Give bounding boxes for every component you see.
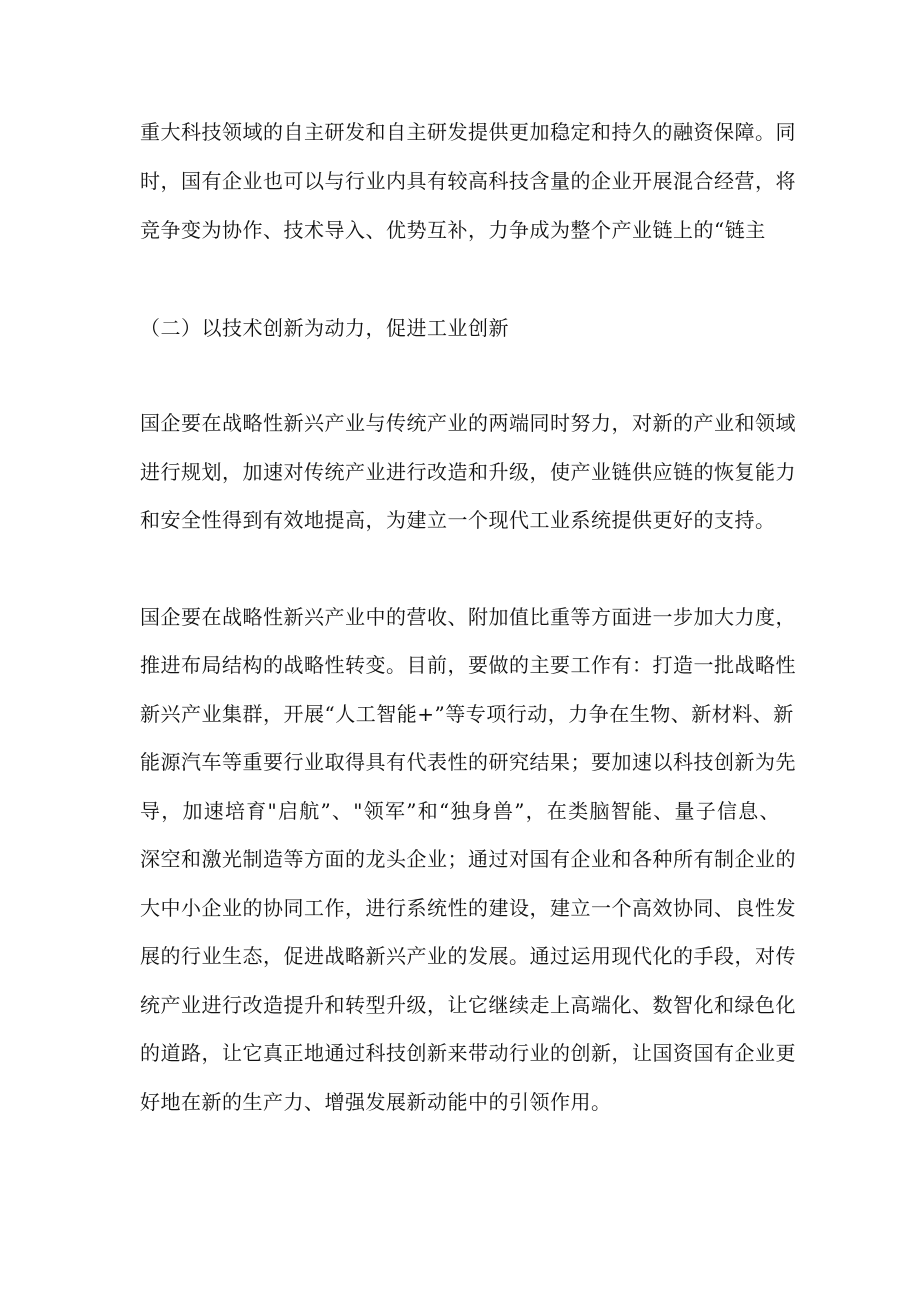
paragraph-line: 竞争变为协作、技术导入、优势互补，力争成为整个产业链上的“链主: [140, 218, 766, 242]
paragraph-line: 展的行业生态，促进战略新兴产业的发展。通过运用现代化的手段，对传: [140, 944, 796, 968]
paragraph-line: 导，加速培育"启航”、"领军”和“独身兽”，在类脑智能、量子信息、: [140, 799, 780, 823]
paragraph-line: 和安全性得到有效地提高，为建立一个现代工业系统提供更好的支持。: [140, 508, 776, 532]
paragraph-line: 统产业进行改造提升和转型升级，让它继续走上高端化、数智化和绿色化: [140, 993, 796, 1017]
paragraph-line: 好地在新的生产力、增强发展新动能中的引领作用。: [140, 1090, 612, 1114]
paragraph-line: 能源汽车等重要行业取得具有代表性的研究结果；要加速以科技创新为先: [140, 750, 796, 774]
paragraph-line: 推进布局结构的战略性转变。目前，要做的主要工作有：打造一批战略性: [140, 653, 796, 677]
paragraph-line: 重大科技领域的自主研发和自主研发提供更加稳定和持久的融资保障。同: [140, 120, 796, 144]
paragraph-line: 时，国有企业也可以与行业内具有较高科技含量的企业开展混合经营，将: [140, 169, 796, 193]
section-heading: （二）以技术创新为动力，促进工业创新: [140, 316, 509, 340]
paragraph-line: 深空和激光制造等方面的龙头企业；通过对国有企业和各种所有制企业的: [140, 847, 796, 871]
paragraph-line: 国企要在战略性新兴产业与传统产业的两端同时努力，对新的产业和领域: [140, 411, 796, 435]
paragraph-line: 国企要在战略性新兴产业中的营收、附加值比重等方面进一步加大力度，: [140, 605, 796, 629]
paragraph-line: 进行规划，加速对传统产业进行改造和升级，使产业链供应链的恢复能力: [140, 460, 796, 484]
paragraph-line: 的道路，让它真正地通过科技创新来带动行业的创新，让国资国有企业更: [140, 1041, 796, 1065]
paragraph-line: 大中小企业的协同工作，进行系统性的建设，建立一个高效协同、良性发: [140, 896, 796, 920]
paragraph-line: 新兴产业集群，开展“人工智能+”等专项行动，力争在生物、新材料、新: [140, 702, 794, 726]
